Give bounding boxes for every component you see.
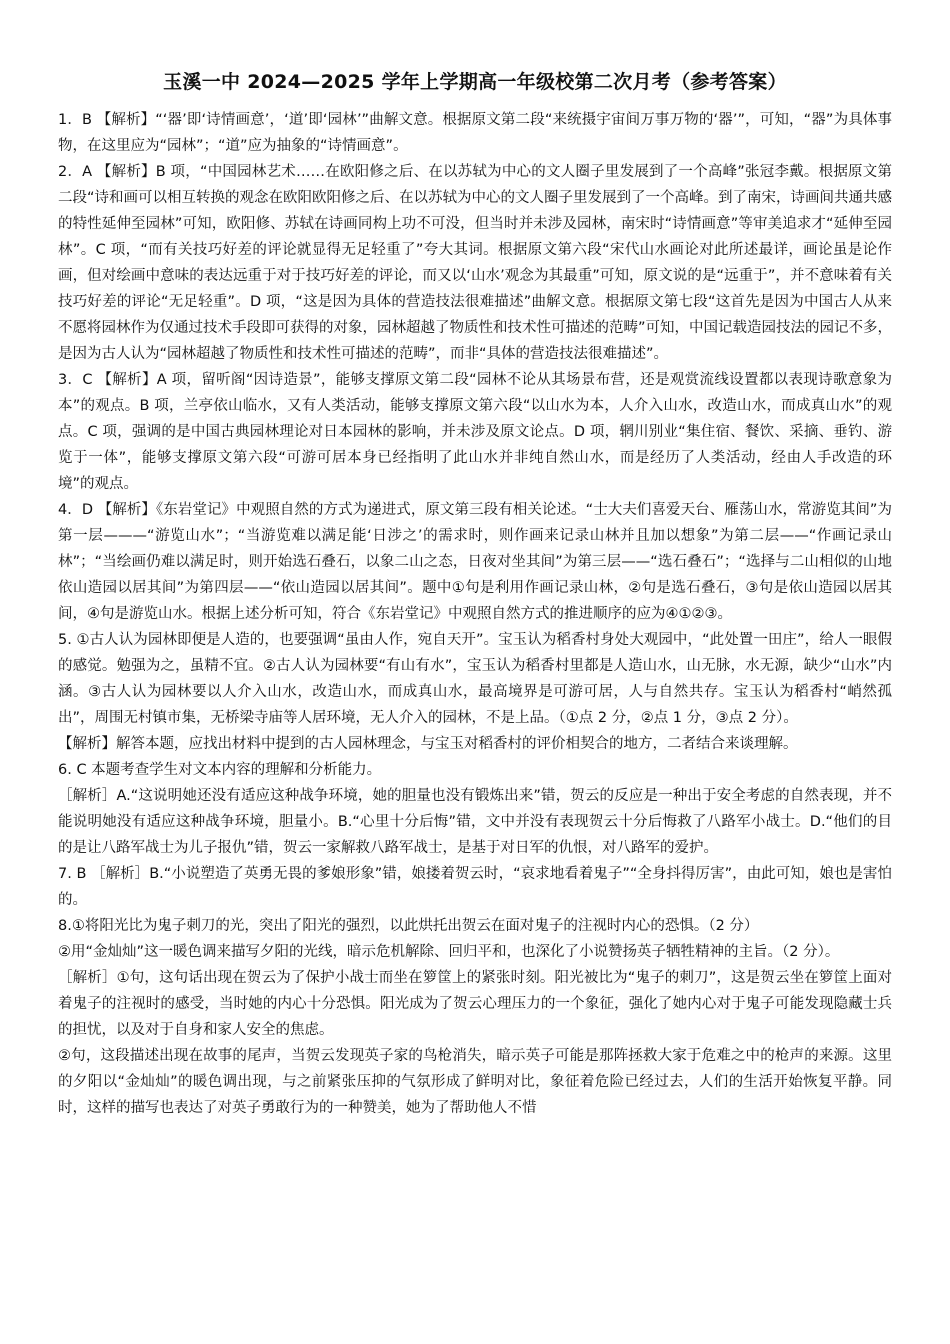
answer-body [58,107,892,1121]
answer-q8-analysis2: ②句，这段描述出现在故事的尾声，当贺云发现英子家的鸟枪消失，暗示英子可能是那阵拯救大家于危难之中的枪声的来源。这里的夕阳以“金灿灿”的暖色调出现，与之前紧张压抑的气氛形成了鲜明对比，象征着危险已经过去，人们的生活开始恢复平静。同时，这样的描写也表达了对英子勇敢行为的一种赞美，她为了帮助他人不惜 [58,1048,892,1116]
answer-q7: 7. B ［解析］B.“小说塑造了英勇无畏的爹娘形象”错，娘搂着贺云时，“哀求地看着鬼子”“全身抖得厉害”，由此可知，娘也是害怕的。 [58,866,892,908]
answer-q6: 6. C 本题考查学生对文本内容的理解和分析能力。 [58,762,382,778]
answer-q3: 3．C 【解析】A 项，留听阁“因诗造景”，能够支撑原文第二段“园林不论从其场景布营，还是观赏流线设置都以表现诗歌意象为本”的观点。B 项，兰亭依山临水，又有人类活动，能够支撑原文第六段“以山水为本，人介入山水，改造山水，而成真山水”的观点。C 项，强调的是中国古典园林理论对日本园林的影响，并未涉及原文论点。D 项，辋川别业“集住宿、餐饮、采摘、垂钓、游览于一体”，能够支撑原文第六段“可游可居本身已经指明了此山水并非纯自然山水，而是经历了人类活动，经由人手改造的环境”的观点。 [58,372,892,492]
answer-q5-analysis: 【解析】解答本题，应找出材料中提到的古人园林理念，与宝玉对稻香村的评价相契合的地方，二者结合来谈理解。 [58,736,798,752]
answer-q6-analysis: ［解析］A.“这说明她还没有适应这种战争环境，她的胆量也没有锻炼出来”错，贺云的反应是一种出于安全考虑的自然表现，并不能说明她没有适应这种战争环境，胆量小。B.“心里十分后悔”错，文中并没有表现贺云十分后悔救了八路军小战士。D.“他们的目的是让八路军战士为儿子报仇”错，贺云一家解救八路军战士，是基于对日军的仇恨，对八路军的爱护。 [58,788,892,856]
answer-q5: 5. ①古人认为园林即便是人造的，也要强调“虽由人作，宛自天开”。宝玉认为稻香村身处大观园中，“此处置一田庄”，给人一眼假的感觉。勉强为之，虽精不宜。②古人认为园林要“有山有水”，宝玉认为稻香村里都是人造山水，山无脉，水无源，缺少“山水”内涵。③古人认为园林要以人介入山水，改造山水，而成真山水，最高境界是可游可居，人与自然共存。宝玉认为稻香村“峭然孤出”，周围无村镇市集，无桥梁寺庙等人居环境，无人介入的园林，不是上品。（①点 2 分，②点 1 分，③点 2 分）。 [58,632,892,726]
answer-q8-point2: ②用“金灿灿”这一暖色调来描写夕阳的光线，暗示危机解除、回归平和，也深化了小说赞扬英子牺牲精神的主旨。（2 分）。 [58,944,840,960]
answer-q4: 4．D 【解析】《东岩堂记》中观照自然的方式为递进式，原文第三段有相关论述。“士大夫们喜爱天台、雁荡山水，常游览其间”为第一层———“游览山水”；“当游览难以满足能‘日涉之’的需求时，则作画来记录山林并且加以想象”为第二层——“作画记录山林”；“当绘画仍难以满足时，则开始选石叠石，以象二山之态，日夜对坐其间”为第三层——“选石叠石”；“选择与二山相似的山地依山造园以居其间”为第四层——“依山造园以居其间”。题中①句是利用作画记录山林，②句是选石叠石，③句是依山造园以居其间，④句是游览山水。根据上述分析可知，符合《东岩堂记》中观照自然方式的推进顺序的应为④①②③。 [58,502,892,622]
answer-q2: 2．A 【解析】B 项，“中国园林艺术……在欧阳修之后、在以苏轼为中心的文人圈子里发展到了一个高峰”张冠李戴。根据原文第二段“诗和画可以相互转换的观念在欧阳欧阳修之后、在以苏轼为中心的文人圈子里发展到了一个高峰。到了南宋，诗画间共通共感的特性延伸至园林”可知，欧阳修、苏轼在诗画同构上功不可没，但当时并未涉及园林，南宋时“诗情画意”等审美追求才“延伸至园林”。C 项，“而有关技巧好差的评论就显得无足轻重了”夸大其词。根据原文第六段“宋代山水画论对此所述最详，画论虽是论作画，但对绘画中意味的表达远重于对于技巧好差的评论，而又以‘山水’观念为其最重”可知，原文说的是“远重于”，并不意味着有关技巧好差的评论“无足轻重”。D 项，“这是因为具体的营造技法很难描述”曲解文意。根据原文第七段“这首先是因为中国古人从来不愿将园林作为仅通过技术手段即可获得的对象，园林超越了物质性和技术性可描述的范畴”可知，中国记载造园技法的园记不多，是因为古人认为“园林超越了物质性和技术性可描述的范畴”，而非“具体的营造技法很难描述”。 [58,164,893,362]
answer-q8-point1: 8.①将阳光比为鬼子刺刀的光，突出了阳光的强烈，以此烘托出贺云在面对鬼子的注视时内心的恐惧。（2 分） [58,918,759,934]
answer-q8-analysis1: ［解析］①句，这句话出现在贺云为了保护小战士而坐在箩筐上的紧张时刻。阳光被比为“鬼子的刺刀”，这是贺云坐在箩筐上面对着鬼子的注视时的感受，当时她的内心十分恐惧。阳光成为了贺云心理压力的一个象征，强化了她内心对于鬼子可能发现隐藏士兵的担忧，以及对于自身和家人安全的焦虑。 [58,970,892,1038]
page-title: 玉溪一中 2024—2025 学年上学期高一年级校第二次月考（参考答案） [163,71,787,93]
answer-q1: 1．B 【解析】“‘器’即‘诗情画意’，‘道’即‘园林’”曲解文意。根据原文第二段“来统摄宇宙间万事万物的‘器’”，可知，“器”为具体事物，在这里应为“园林”；“道”应为抽象的“诗情画意”。 [58,112,892,154]
